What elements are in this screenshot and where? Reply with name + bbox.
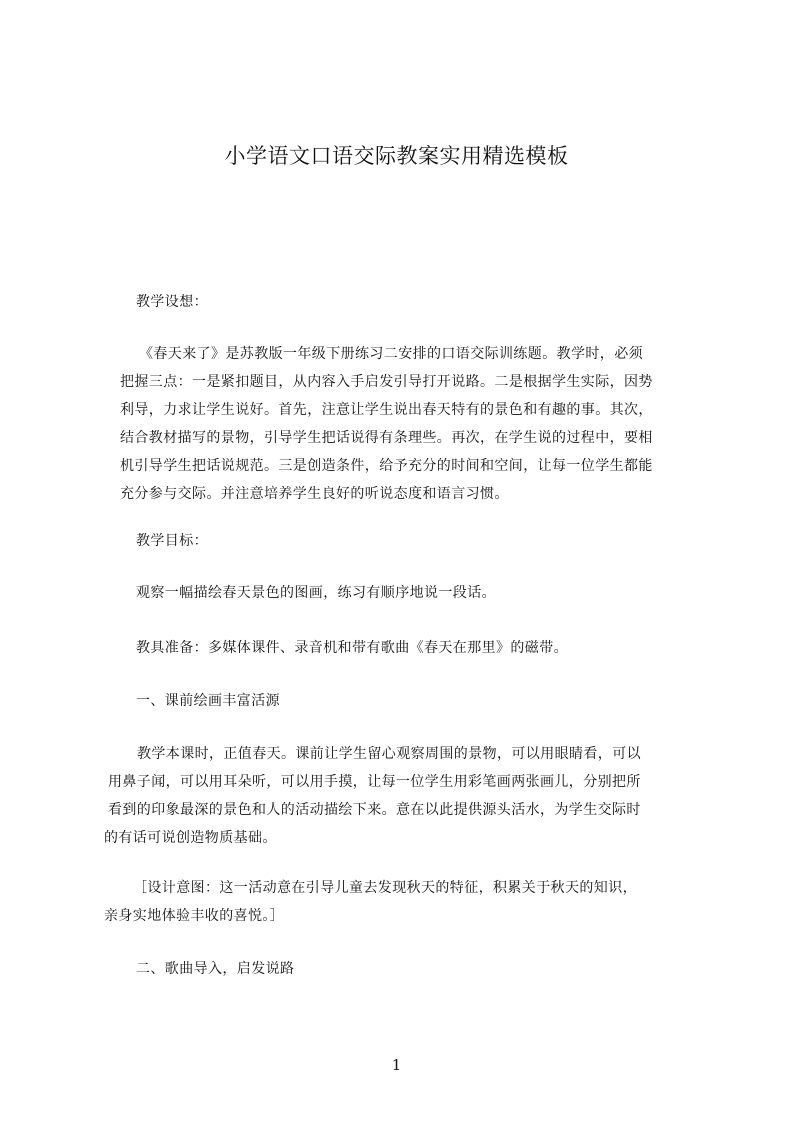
- paragraph-line: 利导，力求让学生说好。首先，注意让学生说出春天特有的景色和有趣的事。其次，: [120, 402, 653, 418]
- paragraph-line: ［设计意图：这一活动意在引导儿童去发现秋天的特征，积累关于秋天的知识，: [133, 880, 637, 896]
- paragraph-line: 亲身实地体验丰收的喜悦。］: [104, 908, 285, 924]
- page-number: 1: [391, 1056, 402, 1074]
- paragraph-line: 机引导学生把话说规范。三是创造条件，给予充分的时间和空间，让每一位学生都能: [120, 458, 653, 474]
- step1-heading: 一、课前绘画丰富活源: [136, 693, 280, 709]
- paragraph-line: 《春天来了》是苏教版一年级下册练习二安排的口语交际训练题。教学时，必须: [139, 346, 643, 362]
- tools-text: 教具准备：多媒体课件、录音机和带有歌曲《春天在那里》的磁带。: [136, 640, 568, 656]
- paragraph-line: 的有话可说创造物质基础。: [104, 830, 277, 846]
- paragraph-line: 用鼻子闻，可以用耳朵听，可以用手摸，让每一位学生用彩笔画两张画儿，分别把所: [108, 774, 641, 790]
- paragraph-line: 结合教材描写的景物，引导学生把话说得有条理些。再次，在学生说的过程中，要相: [120, 430, 653, 446]
- goal-heading: 教学目标：: [136, 533, 208, 549]
- step2-heading: 二、歌曲导入，启发说路: [136, 961, 295, 977]
- document-title: 小学语文口语交际教案实用精选模板: [224, 144, 569, 168]
- design-heading: 教学设想：: [136, 294, 208, 310]
- goal-text: 观察一幅描绘春天景色的图画，练习有顺序地说一段话。: [136, 585, 496, 601]
- paragraph-line: 看到的印象最深的景色和人的活动描绘下来。意在以此提供源头活水，为学生交际时: [108, 802, 641, 818]
- paragraph-line: 教学本课时，正值春天。课前让学生留心观察周围的景物，可以用眼睛看，可以: [137, 746, 641, 762]
- paragraph-line: 把握三点：一是紧扣题目，从内容入手启发引导打开说路。二是根据学生实际，因势: [120, 374, 653, 390]
- paragraph-line: 充分参与交际。并注意培养学生良好的听说态度和语言习惯。: [120, 486, 509, 502]
